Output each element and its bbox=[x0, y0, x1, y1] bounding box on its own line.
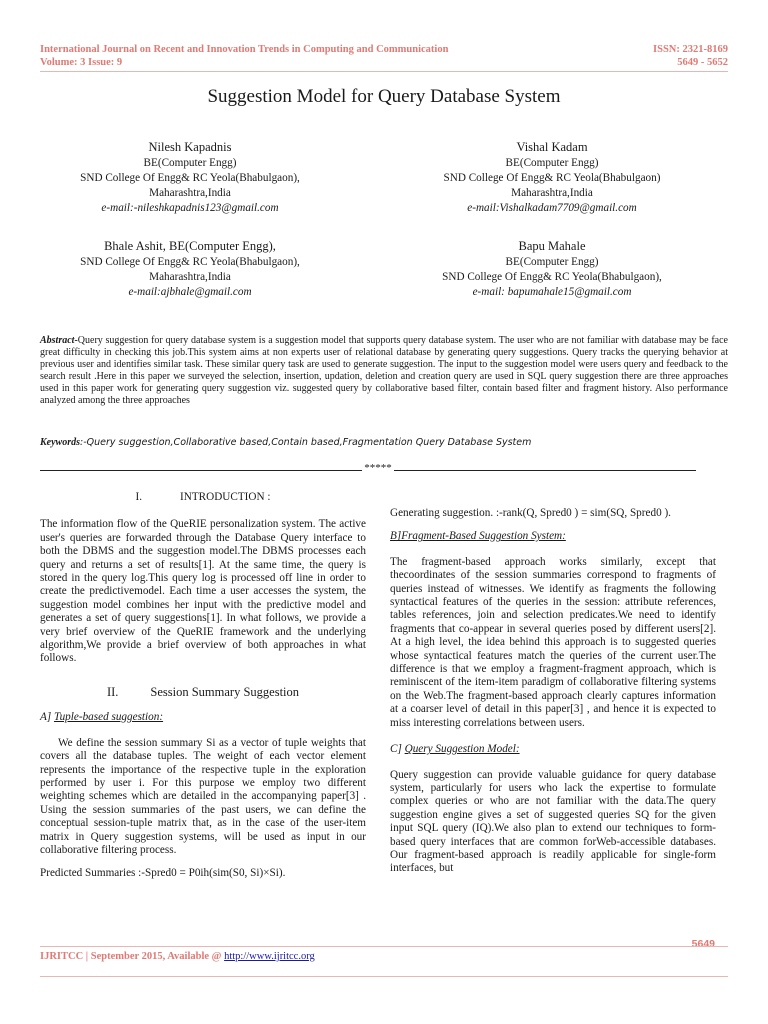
header-divider bbox=[40, 71, 728, 72]
page-range: 5649 - 5652 bbox=[677, 57, 728, 68]
author-email: e-mail: bapumahale15@gmail.com bbox=[472, 286, 632, 298]
author-block-2 bbox=[402, 138, 702, 216]
author-degree: BE(Computer Engg) bbox=[143, 157, 237, 169]
author-location: Maharashtra,India bbox=[511, 187, 593, 199]
subsection-heading-query-model bbox=[390, 743, 716, 756]
right-column bbox=[390, 507, 716, 876]
abstract-label: Abstract- bbox=[40, 335, 78, 346]
subsection-title: Query Suggestion Model: bbox=[404, 743, 520, 756]
abstract bbox=[40, 335, 728, 407]
author-name: Vishal Kadam bbox=[516, 140, 588, 154]
page-number: 5649 bbox=[691, 938, 715, 950]
author-email: e-mail:Vishalkadam7709@gmail.com bbox=[467, 202, 637, 214]
abstract-text: Query suggestion for query database system is a suggestion model that supports query database system. The user who are not familiar with database may be face great difficulty in checking this job.This system aims at non experts user of relational database by generating query suggestions. Query tracks the querying behavior at previous user and identifies similar task. These similar query task are used to generate suggestion. The input to the suggestion model were users query and feedback to the search result .Here in this paper we surveyed the selection, insertion, updation, deletion and creation query are used in SQL query suggestion there are three approaches used in this paper work for generating query suggestion viz. suggested query by collaborative based filter, contain based filter and fragment history. Also performance analyzed among the three approaches bbox=[40, 335, 728, 406]
journal-volume: Volume: 3 Issue: 9 bbox=[40, 57, 123, 68]
separator-line-right bbox=[394, 470, 696, 471]
issn: ISSN: 2321-8169 bbox=[653, 44, 728, 55]
subsection-heading-tuple bbox=[40, 711, 366, 724]
author-location: Maharashtra,India bbox=[149, 271, 231, 283]
author-name: Bapu Mahale bbox=[518, 239, 586, 253]
subsection-prefix: A] bbox=[40, 711, 54, 724]
subsection-title: B]Fragment-Based Suggestion System: bbox=[390, 530, 566, 543]
author-location: Maharashtra,India bbox=[149, 187, 231, 199]
author-email: e-mail:-nileshkapadnis123@gmail.com bbox=[101, 202, 279, 214]
section-separator bbox=[40, 462, 696, 476]
section-title: Session Summary Suggestion bbox=[150, 684, 300, 699]
author-block-1 bbox=[40, 138, 340, 216]
generating-suggestion-formula: Generating suggestion. :-rank(Q, Spred0 ) = sim(SQ, Spred0 ). bbox=[390, 507, 671, 519]
subsection-title: Tuple-based suggestion: bbox=[53, 711, 164, 724]
intro-paragraph: The information flow of the QueRIE personalization system. The active user's queries are forwarded through the Database Query interface to both the DBMS and the suggestion model.The DBMS processes each query and returns a set of results[1]. At the same time, the query is stored in the query log.This query log is processed off line in order to create the predictivemodel. Each time a user accesses the system, the suggestion model combines her input with the predictive model and generates a set of query suggestions[1]. In what follows, we provide a very brief overview of the QueRIE framework and the underlying algorithm,We provide a brief overview of both approaches in what follows. bbox=[40, 518, 366, 665]
issn-header bbox=[653, 43, 728, 69]
author-name: Nilesh Kapadnis bbox=[148, 140, 232, 154]
paper-title: Suggestion Model for Query Database System bbox=[207, 86, 561, 107]
predicted-summaries-formula: Predicted Summaries :-Spred0 = P0ih(sim(S0, Si)×Si). bbox=[40, 867, 286, 880]
author-email: e-mail:ajbhale@gmail.com bbox=[128, 286, 252, 298]
author-college: SND College Of Engg& RC Yeola(Bhabulgaon), bbox=[80, 256, 300, 268]
author-college: SND College Of Engg& RC Yeola(Bhabulgaon), bbox=[442, 271, 662, 283]
section-number: I. bbox=[135, 491, 143, 503]
footer-divider bbox=[40, 946, 728, 947]
author-college: SND College Of Engg& RC Yeola(Bhabulgaon) bbox=[443, 172, 661, 184]
fragment-paragraph: The fragment-based approach works similarly, except that thecoordinates of the session summaries correspond to fragments of queries instead of witnesses. We identify as fragments the following syntactical features of the queries in the session: attribute references, tables references, join and selection predicates.We need to identify fragments that co-appear in several queries posed by different users[2]. At a high level, the idea behind this approach is to suggested queries whose syntactical features match the queries of the current user.The difference is that we employ a fragment-fragment approach, which is reminiscent of the item-item paradigm of collaborative filtering systems on the Web.The fragment-based approach clearly captures information at a coarser level of detail in this paper[3] , and hence it is expected to miss interesting correlations between users. bbox=[390, 555, 716, 729]
keywords-label: Keywords bbox=[40, 437, 80, 448]
section-heading-introduction bbox=[40, 491, 366, 504]
section-title: INTRODUCTION : bbox=[180, 491, 271, 503]
separator-line-left bbox=[40, 470, 362, 471]
tuple-paragraph: We define the session summary Si as a vector of tuple weights that covers all the database tuples. The weight of each vector element represents the importance of the respective tuple in the exploration performed by user i. For this purpose we employ two different weighting schemes which are detailed in the accompanying paper[3] . Using the session summaries of the past users, we can define the conceptual session-tuple matrix that, as in the case of the user-item matrix in Query suggestion systems, will be used as input in our collaborative filtering process. bbox=[40, 736, 366, 856]
subsection-heading-fragment bbox=[390, 530, 716, 543]
section-heading-session-summary bbox=[40, 686, 366, 699]
footer-bottom-divider bbox=[40, 976, 728, 977]
journal-header bbox=[40, 43, 448, 69]
footer-text: IJRITCC | September 2015, Available @ bbox=[40, 951, 225, 962]
author-degree: BE(Computer Engg) bbox=[505, 256, 599, 268]
separator-stars: ***** bbox=[364, 462, 392, 474]
subsection-prefix: C] bbox=[390, 743, 405, 756]
author-block-3 bbox=[40, 237, 340, 300]
left-column bbox=[40, 491, 366, 881]
journal-name: International Journal on Recent and Innovation Trends in Computing and Communication bbox=[40, 44, 449, 55]
query-model-paragraph: Query suggestion can provide valuable guidance for query database system, particularly for users who lack the expertise to formulate complex queries or who are not familiar with the data.The query suggestion engine gives a set of suggested queries SQ for the given input SQL query (IQ).We also plan to extend our techniques to form-based query interfaces that are common forWeb-accessible databases. Our fragment-based approach is readily applicable for single-form interfaces, but bbox=[390, 768, 716, 875]
author-block-4 bbox=[402, 237, 702, 300]
section-number: II. bbox=[106, 684, 119, 699]
keywords-text: :-Query suggestion,Collaborative based,Contain based,Fragmentation Query Database System bbox=[80, 437, 532, 448]
author-college: SND College Of Engg& RC Yeola(Bhabulgaon), bbox=[80, 172, 300, 184]
author-name: Bhale Ashit, BE(Computer Engg), bbox=[104, 239, 276, 253]
keywords bbox=[40, 437, 728, 448]
author-degree: BE(Computer Engg) bbox=[505, 157, 599, 169]
footer bbox=[40, 951, 315, 962]
journal-website-link[interactable]: http://www.ijritcc.org bbox=[224, 951, 315, 962]
